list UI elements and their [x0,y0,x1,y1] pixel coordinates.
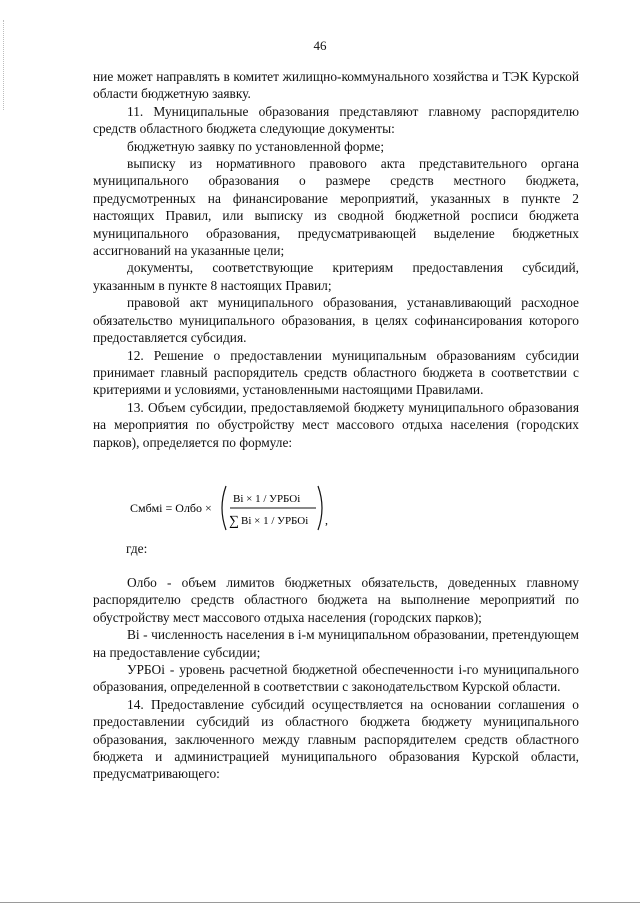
paragraph-11-item-3: документы, соответствующие критериям предоставления субсидий, указанным в пункте 8 настоящих Правил; [93,260,579,293]
scan-edge-mark [3,20,4,110]
text-block-upper [93,68,579,451]
scan-bottom-edge [0,902,640,903]
formula-sum-sign: ∑ [229,514,239,529]
paragraph-11-item-4: правовой акт муниципального образования, устанавливающий расходное обязательство муниципального образования, в целях софинансирования которого предоставляется субсидия. [93,295,579,346]
paragraph-11: 11. Муниципальные образования представляют главному распорядителю средств областного бюджета следующие документы: [93,103,579,137]
paragraph-11-item-1: бюджетную заявку по установленной форме; [127,138,385,154]
definition-bi: Вi - численность населения в i-м муниципальном образовании, претендующем на предоставление субсидии; [93,627,579,660]
subsidy-formula [130,478,350,538]
paragraph-12: 12. Решение о предоставлении муниципальным образованиям субсидии принимает главный распорядитель средств областного бюджета в соответствии с критериями и условиями, установленными настоящими Правилами. [93,347,579,398]
text-block-lower [93,574,579,783]
formula-numerator: Bi × 1 / УРБОi [233,493,301,505]
paragraph-11-item-2: выписку из нормативного правового акта представительного органа муниципального образования о размере средств местного бюджета, предусмотренных на финансирование мероприятий, указанных в пункте 2 настоящих Правил, или выписку из сводной бюджетной росписи бюджета муниципального образования, предусматривающей выделение бюджетных ассигнований на указанные цели; [93,156,579,259]
svg-text:,: , [325,513,328,527]
formula-denominator: Bi × 1 / УРБОi [241,515,309,527]
formula-lhs: Смбмi = Олбо × [130,501,212,515]
definition-olbo: Олбо - объем лимитов бюджетных обязательств, доведенных главному распорядителю средств областного бюджета на выполнение мероприятий по обустройству мест массового отдыха населения (городских парков); [93,575,579,625]
paragraph-continuation: ние может направлять в комитет жилищно-коммунального хозяйства и ТЭК Курской области бюджетную заявку. [93,69,579,102]
page-number: 46 [313,38,327,53]
formula-where-label: где: [126,541,148,556]
definition-urbo: УРБОi - уровень расчетной бюджетной обеспеченности i-го муниципального образования, определенной в соответствии с законодательством Курской области. [93,662,579,695]
paragraph-13: 13. Объем субсидии, предоставляемой бюджету муниципального образования на мероприятия по обустройству мест массового отдыха населения (городских парков), определяется по формуле: [93,399,579,450]
paragraph-14: 14. Предоставление субсидий осуществляется на основании соглашения о предоставлении субсидий из областного бюджета бюджету муниципального образования, заключенного между главным распорядителем средств областного бюджета и администрацией муниципального образования Курской области, предусматривающего: [93,696,579,782]
